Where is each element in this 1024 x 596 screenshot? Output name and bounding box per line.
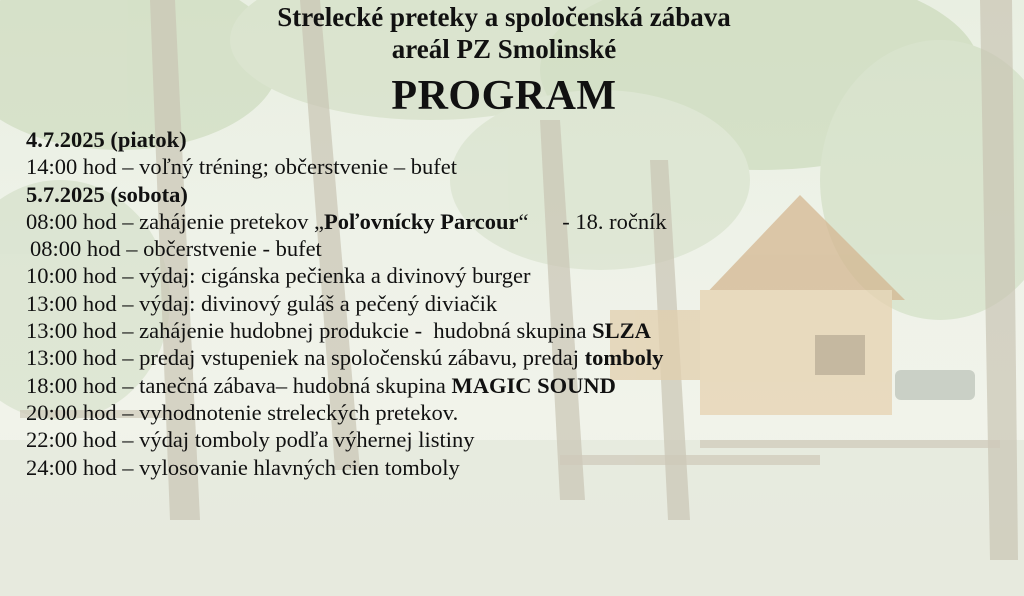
list-item: 08:00 hod – zahájenie pretekov „Poľovnícky Parcour“ - 18. ročník xyxy=(26,208,667,234)
list-item: 20:00 hod – vyhodnotenie streleckých pretekov. xyxy=(26,399,459,425)
list-item: 18:00 hod – tanečná zábava– hudobná skupina MAGIC SOUND xyxy=(26,372,616,398)
list-item: 10:00 hod – výdaj: cigánska pečienka a divinový burger xyxy=(26,263,531,289)
event-title: Strelecké preteky a spoločenská zábava xyxy=(277,2,731,32)
program-list xyxy=(26,126,1006,481)
list-item: 22:00 hod – výdaj tomboly podľa výhernej listiny xyxy=(26,427,475,453)
list-item: 24:00 hod – vylosovanie hlavných cien tomboly xyxy=(26,454,460,480)
list-item: 13:00 hod – zahájenie hudobnej produkcie - hudobná skupina SLZA xyxy=(26,318,651,344)
list-item: 13:00 hod – výdaj: divinový guláš a pečený diviačik xyxy=(26,290,498,316)
day-heading-friday: 4.7.2025 (piatok) xyxy=(26,127,187,152)
list-item: 14:00 hod – voľný tréning; občerstvenie – bufet xyxy=(26,154,457,180)
program-heading: PROGRAM xyxy=(391,73,617,119)
list-item: 13:00 hod – predaj vstupeniek na spoločenskú zábavu, predaj tomboly xyxy=(26,345,664,371)
day-heading-saturday: 5.7.2025 (sobota) xyxy=(26,181,188,207)
list-item: 08:00 hod – občerstvenie - bufet xyxy=(30,236,322,262)
venue-title: areál PZ Smolinské xyxy=(391,34,617,64)
